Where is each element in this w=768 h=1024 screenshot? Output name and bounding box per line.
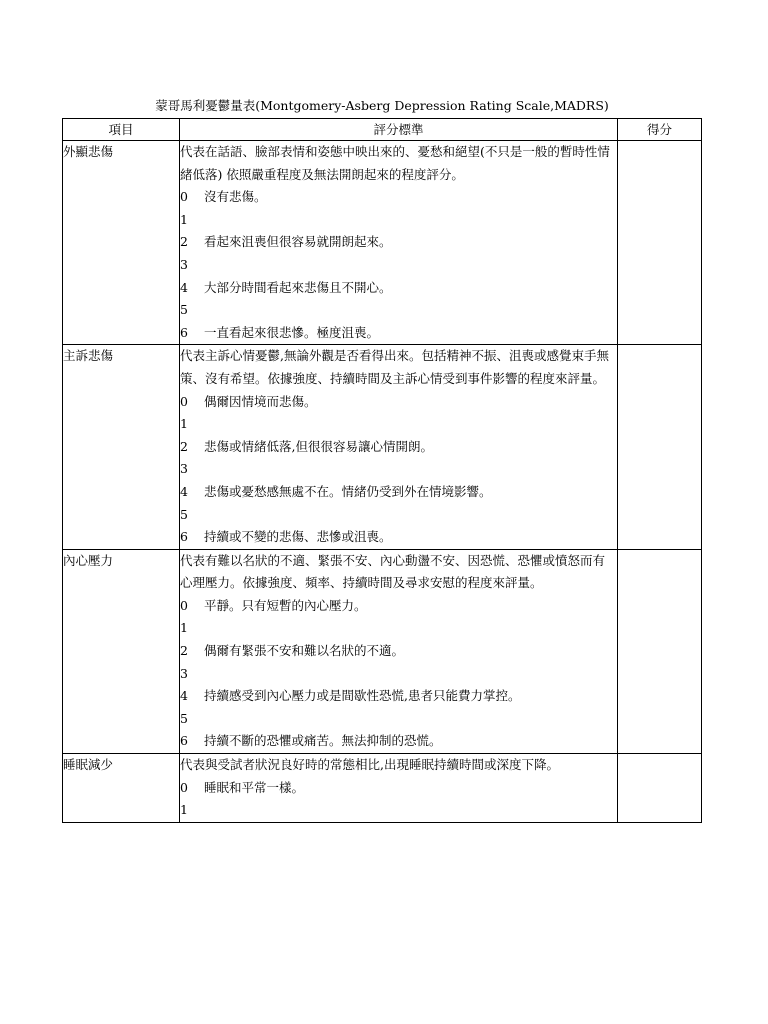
rating-option: 3 [180, 256, 188, 272]
header-criteria: 評分標準 [180, 119, 618, 141]
item-name: 內心壓力 [63, 549, 180, 753]
rating-option: 0 平靜。只有短暫的內心壓力。 [180, 597, 367, 613]
rating-option: 5 [180, 506, 188, 522]
rating-option: 1 [180, 802, 188, 818]
rating-option: 0 沒有悲傷。 [180, 189, 267, 205]
criteria-cell [180, 549, 618, 753]
criteria-cell [180, 754, 618, 823]
table-row [63, 345, 702, 549]
header-score: 得分 [618, 119, 702, 141]
rating-option: 3 [180, 665, 188, 681]
rating-option: 5 [180, 710, 188, 726]
score-cell[interactable] [618, 754, 702, 823]
rating-option: 1 [180, 620, 188, 636]
table-row [63, 754, 702, 823]
criteria-description: 代表與受試者狀況良好時的常態相比,出現睡眠持續時間或深度下降。 [180, 757, 559, 773]
rating-option: 1 [180, 211, 188, 227]
criteria-cell [180, 141, 618, 345]
rating-option: 6 持續或不變的悲傷、悲慘或沮喪。 [180, 529, 392, 545]
score-cell[interactable] [618, 549, 702, 753]
rating-option: 5 [180, 302, 188, 318]
rating-option: 6 一直看起來很悲慘。極度沮喪。 [180, 324, 380, 340]
table-row [63, 549, 702, 753]
header-item: 項目 [63, 119, 180, 141]
rating-option: 4 大部分時間看起來悲傷且不開心。 [180, 279, 392, 295]
rating-option: 4 持續感受到內心壓力或是間歇性恐慌,患者只能費力掌控。 [180, 688, 521, 704]
rating-option: 2 悲傷或情緒低落,但很很容易讓心情開朗。 [180, 438, 433, 454]
rating-option: 2 偶爾有緊張不安和難以名狀的不適。 [180, 643, 405, 659]
rating-option: 4 悲傷或憂愁感無處不在。情緒仍受到外在情境影響。 [180, 483, 492, 499]
rating-option: 0 偶爾因情境而悲傷。 [180, 393, 317, 409]
table-row [63, 141, 702, 345]
document-title: 蒙哥馬利憂鬱量表(Montgomery-Asberg Depression Rating Scale,MADRS) [155, 98, 609, 113]
criteria-cell [180, 345, 618, 549]
item-name: 主訴悲傷 [63, 345, 180, 549]
rating-option: 3 [180, 461, 188, 477]
item-name: 睡眠減少 [63, 754, 180, 823]
rating-option: 6 持續不斷的恐懼或痛苦。無法抑制的恐慌。 [180, 733, 442, 749]
madrs-table [62, 118, 702, 823]
score-cell[interactable] [618, 141, 702, 345]
table-header-row [63, 119, 702, 141]
score-cell[interactable] [618, 345, 702, 549]
rating-option: 2 看起來沮喪但很容易就開朗起來。 [180, 234, 392, 250]
item-name: 外顯悲傷 [63, 141, 180, 345]
rating-option: 1 [180, 416, 188, 432]
criteria-description: 代表有難以名狀的不適、緊張不安、內心動盪不安、因恐慌、恐懼或憤怒而有心理壓力。依據強度、頻率、持續時間及尋求安慰的程度來評量。 [180, 552, 606, 591]
criteria-description: 代表在話語、臉部表情和姿態中映出來的、憂愁和絕望(不只是一般的暫時性情緒低落) 依照嚴重程度及無法開朗起來的程度評分。 [180, 144, 610, 182]
criteria-description: 代表主訴心情憂鬱,無論外觀是否看得出來。包括精神不振、沮喪或感覺束手無策、沒有希望。依據強度、持續時間及主訴心情受到事件影響的程度來評量。 [180, 348, 609, 386]
rating-option: 0 睡眠和平常一樣。 [180, 779, 305, 795]
